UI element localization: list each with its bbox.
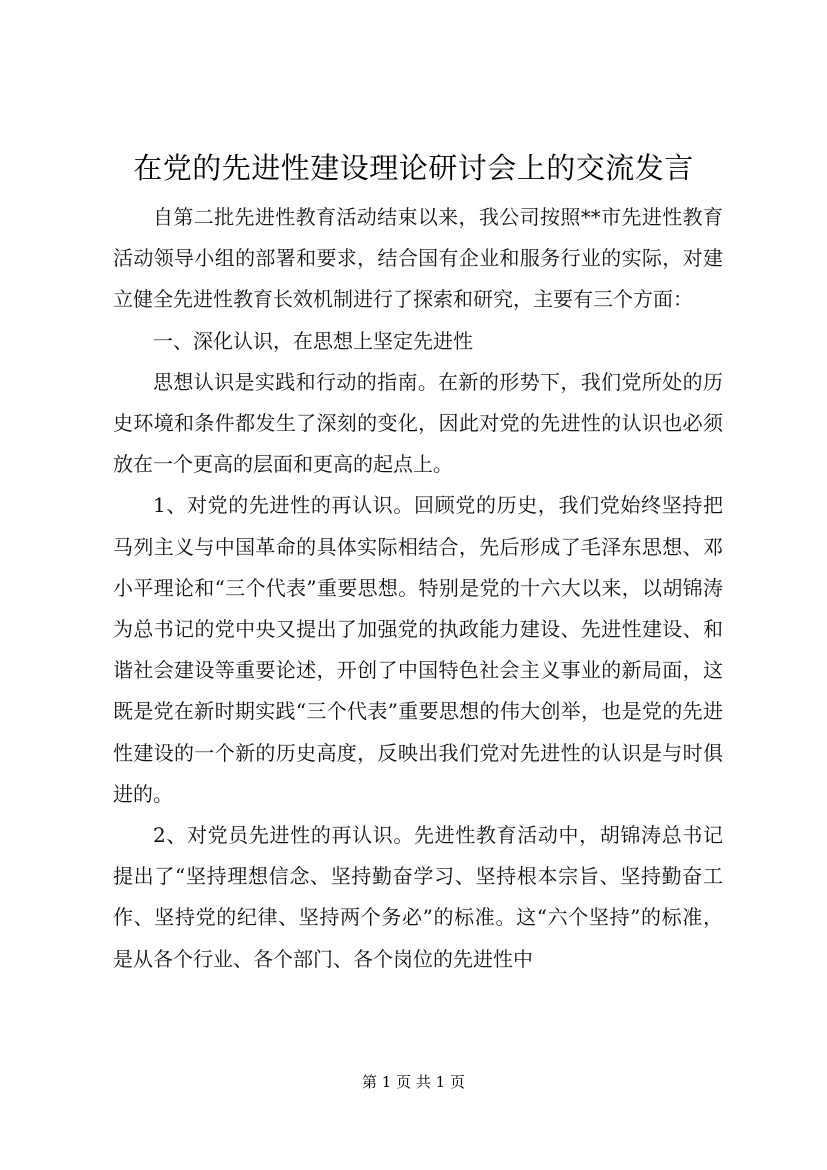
paragraph-4: 2、对党员先进性的再认识。先进性教育活动中，胡锦涛总书记提出了“坚持理想信念、坚持勤奋学习、坚持根本宗旨、坚持勤奋工作、坚持党的纪律、坚持两个务必”的标准。这“六个坚持”的标准，是从各个行业、各个部门、各个岗位的先进性中 — [113, 823, 723, 971]
paragraph-2: 思想认识是实践和行动的指南。在新的形势下，我们党所处的历史环境和条件都发生了深刻的变化，因此对党的先进性的认识也必须放在一个更高的层面和更高的起点上。 — [113, 369, 723, 477]
document-body — [113, 197, 723, 980]
paragraph-3: 1、对党的先进性的再认识。回顾党的历史，我们党始终坚持把马列主义与中国革命的具体实际相结合，先后形成了毛泽东思想、邓小平理论和“三个代表”重要思想。特别是党的十六大以来，以胡锦涛为总书记的党中央又提出了加强党的执政能力建设、先进性建设、和谐社会建设等重要论述，开创了中国特色社会主义事业的新局面，这既是党在新时期实践“三个代表”重要思想的伟大创举，也是党的先进性建设的一个新的历史高度，反映出我们党对先进性的认识是与时俱进的。 — [113, 493, 723, 806]
section-heading-1: 一、深化认识，在思想上坚定先进性 — [153, 328, 473, 353]
paragraph-intro: 自第二批先进性教育活动结束以来，我公司按照**市先进性教育活动领导小组的部署和要求，结合国有企业和服务行业的实际，对建立健全先进性教育长效机制进行了探索和研究，主要有三个方面： — [113, 205, 723, 312]
page-footer: 第 1 页 共 1 页 — [362, 1073, 465, 1091]
document-title: 在党的先进性建设理论研讨会上的交流发言 — [133, 151, 694, 185]
